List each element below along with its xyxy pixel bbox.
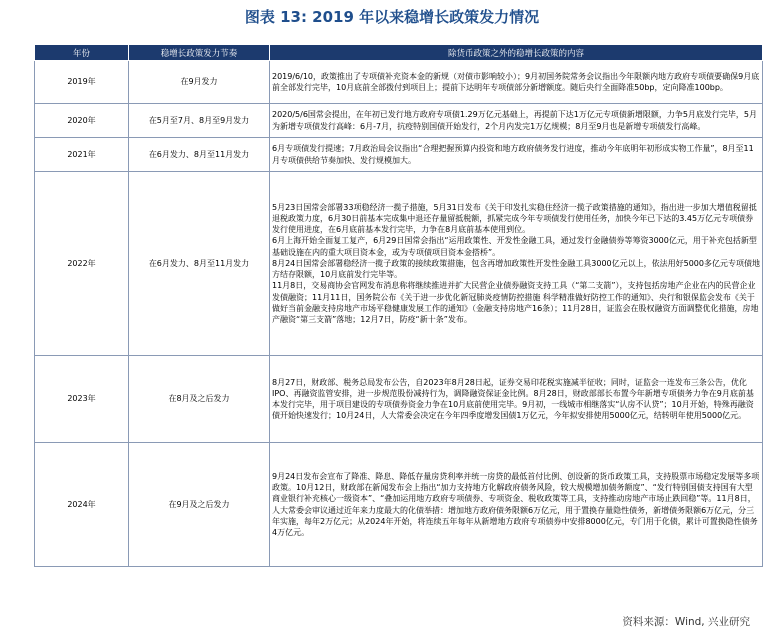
source-note: 资料来源：Wind, 兴业研究 xyxy=(622,616,750,628)
content-paragraph: 6月上海开始全面复工复产，6月29日国常会指出“运用政策性、开发性金融工具，通过发行金融债券等筹资3000亿元，用于补充包括新型基础设施在内的重大项目资本金，或为专项债项目资本金搭桥”。 xyxy=(272,236,757,257)
policy-table xyxy=(34,44,763,567)
table-row xyxy=(35,104,763,138)
rhythm-cell: 在8月及之后发力 xyxy=(129,356,270,443)
table-row xyxy=(35,61,763,104)
table-row xyxy=(35,356,763,443)
content-cell xyxy=(270,61,763,104)
rhythm-cell: 在6月发力、8月至11月发力 xyxy=(129,172,270,356)
table-body xyxy=(35,61,763,567)
table-row xyxy=(35,172,763,356)
year-cell: 2020年 xyxy=(35,104,129,138)
header-content: 除货币政策之外的稳增长政策的内容 xyxy=(270,45,763,61)
content-paragraph: 2020/5/6国常会提出，在年初已发行地方政府专项债1.29万亿元基础上，再提前下达1万亿元专项债新增限额，力争5月底发行完毕，5月为新增专项债发行高峰：6月-7月，抗疫特别国债开始发行，2个月内发完1万亿规模；8月至9月也是新增专项债发行高峰。 xyxy=(272,110,758,131)
content-paragraph: 8月27日，财政部、税务总局发布公告，自2023年8月28日起，证券交易印花税实施减半征收；同时，证监会一连发布三条公告，优化IPO、再融资监管安排，进一步规范股份减持行为，调降融资保证金比例。8月28日，财政部部长布置今年新增专项债务力争在9月底前基本发行完毕，用于项目建设的专项债券资金力争在10月底前使用完毕。9月初，一线城市相继落实“认房不认贷”；10月开始，特殊再融资债开始快速发行；10月24日，人大常委会决定在今年四季度增发国债1万亿元，今年拟安排使用5000亿元，结转明年使用5000亿元。 xyxy=(272,377,754,421)
content-paragraph: 6月专项债发行提速；7月政治局会议指出“合理把握预算内投资和地方政府债务发行进度，推动今年底明年初形成实物工作量”，8月至11月专项债供给节奏加快、发行规模加大。 xyxy=(272,144,754,165)
year-cell: 2021年 xyxy=(35,138,129,172)
rhythm-cell: 在9月及之后发力 xyxy=(129,443,270,567)
rhythm-cell: 在5月至7月、8月至9月发力 xyxy=(129,104,270,138)
content-cell xyxy=(270,443,763,567)
content-cell xyxy=(270,138,763,172)
rhythm-cell: 在6月发力、8月至11月发力 xyxy=(129,138,270,172)
header-year: 年份 xyxy=(35,45,129,61)
content-paragraph: 8月24日国常会部署稳经济一揽子政策的接续政策措施，包含再增加政策性开发性金融工具3000亿元以上，依法用好5000多亿元专项债地方结存限额，10月底前发行完毕等。 xyxy=(272,258,760,280)
chart-title: 图表 13: 2019 年以来稳增长政策发力情况 xyxy=(244,8,540,26)
content-cell xyxy=(270,356,763,443)
year-cell: 2024年 xyxy=(35,443,129,567)
table-header-row xyxy=(35,45,763,61)
year-cell: 2022年 xyxy=(35,172,129,356)
content-paragraph: 2019/6/10，政策推出了专项债补充资本金的新规（对债市影响较小）；9月初国务院常务会议指出今年限额内地方政府专项债要确保9月底前全部发行完毕，10月底前全部拨付到项目上；提前下达明年专项债部分新增额度。随后央行全面降准50bp，定向降准100bp。 xyxy=(272,71,760,92)
content-cell xyxy=(270,172,763,356)
content-paragraph: 11月8日，交易商协会官网发布消息称将继续推进并扩大民营企业债券融资支持工具（“第二支箭”），支持包括房地产企业在内的民营企业发债融资；11月11日，国务院公布《关于进一步优化新冠肺炎疫情防控措施 科学精准做好防控工作的通知》、央行和银保监会发布《关于做好当前金融支持房地产市场平稳健康发展工作的通知》（金融支持房地产16条）；11月28日，证监会在股权融资方面调整优化措施，房地产融资“第三支箭”落地；12月7日，防疫“新十条”发布。 xyxy=(272,281,759,324)
content-paragraph: 9月24日发布会宣布了降准、降息、降低存量房贷利率并统一房贷的最低首付比例、创设新的货币政策工具，支持股票市场稳定发展等多项政策。10月12日，财政部在新闻发布会上指出“加力支持地方化解政府债务风险，较大规模增加债务额度”、“发行特别国债支持国有大型商业银行补充核心一级资本”、“叠加运用地方政府专项债券、专项资金、税收政策等工具，支持推动房地产市场止跌回稳”等。11月8日，人大常委会审议通过近年来力度最大的化债举措：增加地方政府债务限额6万亿元，用于置换存量隐性债务，新增债务限额6万亿元，分三年实施，每年2万亿元；从2024年开始，将连续五年每年从新增地方政府专项债券中安排8000亿元，专门用于化债，累计可置换隐性债务4万亿元。 xyxy=(272,471,760,537)
content-paragraph: 5月23日国常会部署33项稳经济一揽子措施，5月31日发布《关于印发扎实稳住经济一揽子政策措施的通知》，指出进一步加大增值税留抵退税政策力度，6月30日前基本完成集中退还存量留抵税额，抓紧完成今年专项债发行使用任务，加快今年已下达的3.45万亿元专项债券发行使用进度，在6月底前基本发行完毕，力争在8月底前基本使用到位。 xyxy=(272,202,757,235)
year-cell: 2023年 xyxy=(35,356,129,443)
rhythm-cell: 在9月发力 xyxy=(129,61,270,104)
header-rhythm: 稳增长政策发力节奏 xyxy=(129,45,270,61)
table-row xyxy=(35,443,763,567)
year-cell: 2019年 xyxy=(35,61,129,104)
table-row xyxy=(35,138,763,172)
content-cell xyxy=(270,104,763,138)
